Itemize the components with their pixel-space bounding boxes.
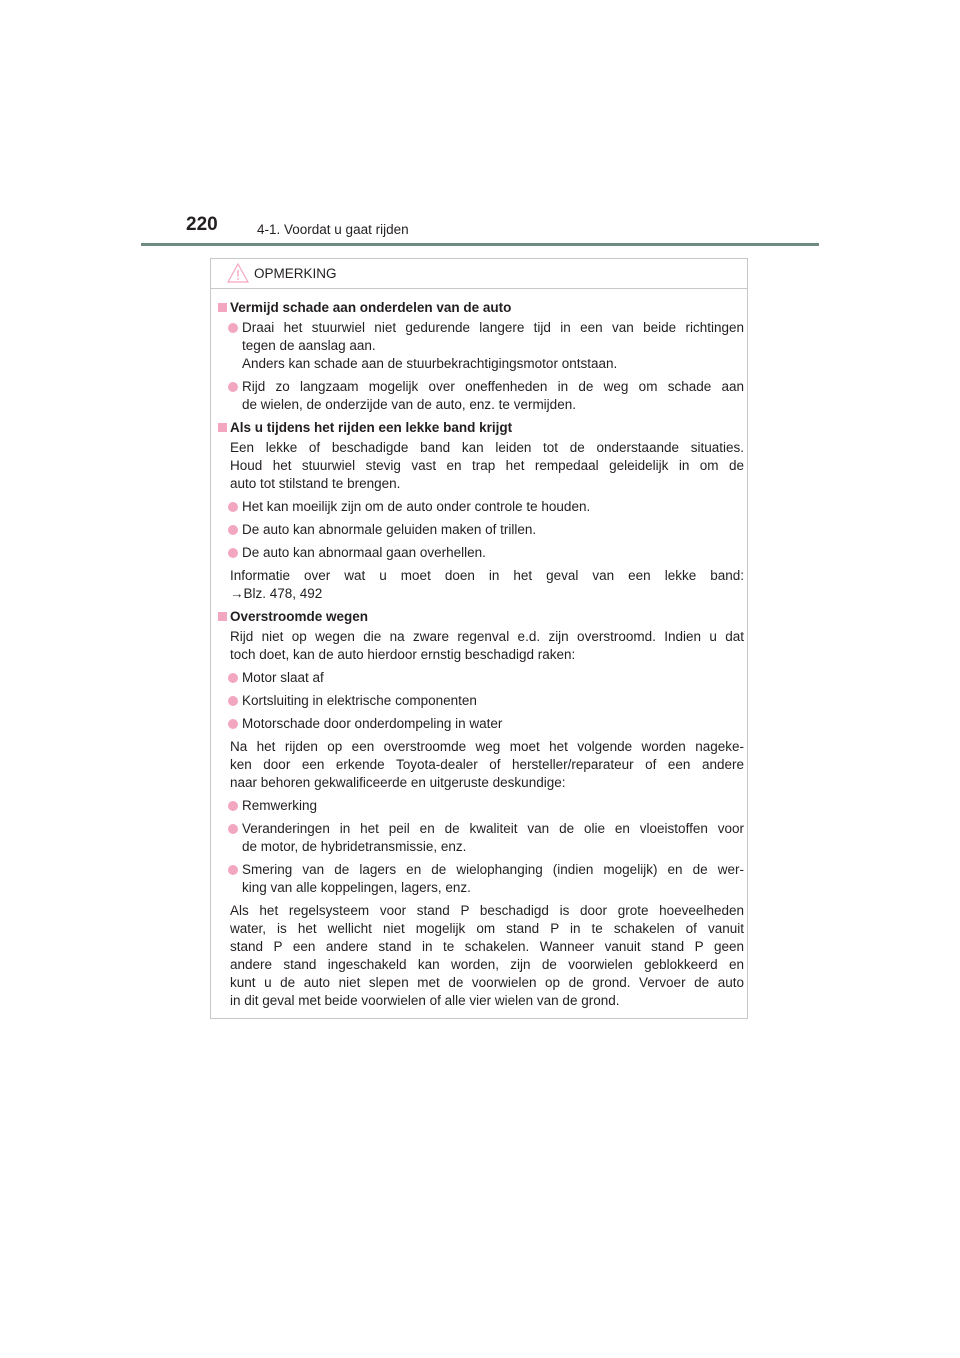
- caution-label: OPMERKING: [254, 266, 337, 281]
- round-bullet-icon: [228, 525, 238, 535]
- bullet-item: Kortsluiting in elektrische componenten: [218, 692, 744, 710]
- round-bullet-icon: [228, 696, 238, 706]
- paragraph: Informatie over wat u moet doen in het geval van een lekke band: →Blz. 478, 492: [230, 568, 744, 601]
- bullet-item: Rijd zo langzaam mogelijk over oneffenheden in de weg om schade aan de wielen, de onderzijde van de auto, enz. te vermijden.: [218, 378, 744, 414]
- round-bullet-icon: [228, 719, 238, 729]
- bullet-item: Draai het stuurwiel niet gedurende langere tijd in een van beide richtingen tegen de aanslag aan. Anders kan schade aan de stuurbekrachtigingsmotor ontstaan.: [218, 319, 744, 373]
- section-heading: Als u tijdens het rijden een lekke band krijgt: [218, 419, 744, 437]
- section-heading: Vermijd schade aan onderdelen van de auto: [218, 299, 744, 317]
- round-bullet-icon: [228, 865, 238, 875]
- paragraph: Als het regelsysteem voor stand P beschadigd is door grote hoeveelheden water, is het wellicht niet mogelijk om stand P in te schakelen of vanuit stand P een andere stand in te schakelen. Wanneer vanuit stand P geen andere stand ingeschakeld kan worden, zijn de voorwielen geblokkeerd en kunt u de auto niet slepen met de voorwielen op de grond. Vervoer de auto in dit geval met beide voorwielen of alle vier wielen van de grond.: [230, 903, 744, 1008]
- square-bullet-icon: [218, 303, 227, 312]
- warning-triangle-icon: [227, 263, 249, 283]
- section-heading: Overstroomde wegen: [218, 608, 744, 626]
- page-number: 220: [186, 214, 218, 235]
- square-bullet-icon: [218, 612, 227, 621]
- section-title: 4-1. Voordat u gaat rijden: [257, 222, 409, 237]
- header-rule: [141, 243, 819, 246]
- page-reference: →Blz. 478, 492: [230, 586, 323, 601]
- paragraph: Rijd niet op wegen die na zware regenval e.d. zijn overstroomd. Indien u dat toch doet, kan de auto hierdoor ernstig beschadigd raken:: [230, 629, 744, 662]
- bullet-item: Veranderingen in het peil en de kwaliteit van de olie en vloeistoffen voor de motor, de hybridetransmissie, enz.: [218, 820, 744, 856]
- round-bullet-icon: [228, 382, 238, 392]
- round-bullet-icon: [228, 502, 238, 512]
- bullet-item: Het kan moeilijk zijn om de auto onder controle te houden.: [218, 498, 744, 516]
- caution-header: [211, 259, 747, 289]
- round-bullet-icon: [228, 548, 238, 558]
- bullet-item: De auto kan abnormaal gaan overhellen.: [218, 544, 744, 562]
- bullet-item: De auto kan abnormale geluiden maken of trillen.: [218, 521, 744, 539]
- paragraph: Een lekke of beschadigde band kan leiden tot de onderstaande situaties. Houd het stuurwiel stevig vast en trap het rempedaal geleidelijk in om de auto tot stilstand te brengen.: [230, 440, 744, 491]
- bullet-item: Motorschade door onderdompeling in water: [218, 715, 744, 733]
- paragraph: Na het rijden op een overstroomde weg moet het volgende worden nageke- ken door een erkende Toyota-dealer of hersteller/reparateur of een andere naar behoren gekwalificeerde en uitgeruste deskundige:: [230, 739, 744, 790]
- bullet-item: Remwerking: [218, 797, 744, 815]
- caution-content: [218, 299, 744, 1015]
- caution-box: [210, 258, 748, 1019]
- round-bullet-icon: [228, 323, 238, 333]
- bullet-item: Smering van de lagers en de wielophanging (indien mogelijk) en de wer- king van alle koppelingen, lagers, enz.: [218, 861, 744, 897]
- bullet-item: Motor slaat af: [218, 669, 744, 687]
- round-bullet-icon: [228, 801, 238, 811]
- round-bullet-icon: [228, 673, 238, 683]
- square-bullet-icon: [218, 423, 227, 432]
- round-bullet-icon: [228, 824, 238, 834]
